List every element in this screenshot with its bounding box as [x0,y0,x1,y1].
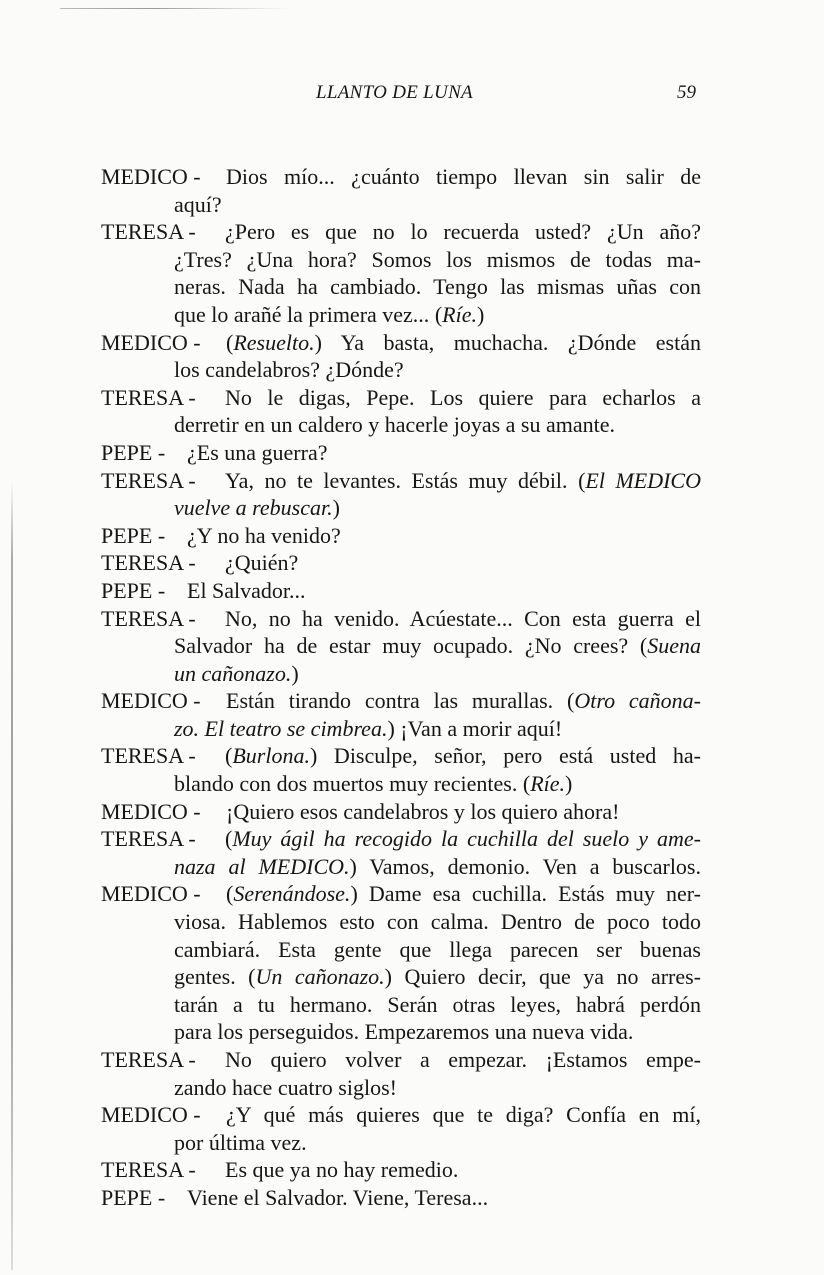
speech-line: neras. Nada ha cambiado. Tengo las mismas uñas con [174,274,701,300]
speech-line: los candelabros? ¿Dónde? [174,357,404,383]
speech-line: aquí? [174,191,222,217]
speaker-name: MEDICO - [101,164,207,189]
speaker-name: TERESA - [101,384,202,410]
speech-line: tarán a tu hermano. Serán otras leyes, habrá perdón [174,991,701,1017]
speech-block [101,880,701,1046]
speech-line: El Salvador... [187,577,306,603]
speech-line: (Muy ágil ha recogido la cuchilla del suelo y ame- [225,826,701,852]
speech-line: zo. El teatro se cimbrea.) ¡Van a morir aquí! [174,715,563,741]
speech-block [101,439,701,467]
speaker-name: MEDICO - [101,881,207,907]
speech-line: ¿Pero es que no lo recuerda usted? ¿Un año? [225,219,701,245]
speech-line: cambiará. Esta gente que llega parecen ser buenas [174,936,701,962]
running-title: LLANTO DE LUNA [316,82,473,103]
scan-binding-edge [11,480,13,1270]
speech-block [101,1046,701,1101]
speech-line: blando con dos muertos muy recientes. (Ríe.) [174,771,573,797]
speech-line: No, no ha venido. Acúestate... Con esta guerra el [225,605,701,631]
speech-line: ¿Y no ha venido? [187,522,341,548]
speech-line: que lo arañé la primera vez... (Ríe.) [174,301,485,327]
speech-line: ¡Quiero esos candelabros y los quiero ahora! [226,798,620,824]
speaker-name: MEDICO - [101,1102,207,1128]
speech-block [101,687,701,742]
speech-line: ¿Tres? ¿Una hora? Somos los mismos de todas ma- [174,246,701,272]
speech-block [101,163,701,218]
speaker-name: TERESA - [101,219,202,245]
speech-block [101,798,701,826]
speech-line: Viene el Salvador. Viene, Teresa... [187,1184,489,1210]
play-dialogue [101,163,701,1212]
speaker-name: PEPE - [101,439,171,465]
speaker-name: MEDICO - [101,688,207,714]
speaker-name: TERESA - [101,1157,202,1183]
speech-block [101,1184,701,1212]
speech-line: ¿Quién? [225,550,299,576]
speech-line: derretir en un caldero y hacerle joyas a su amante. [174,412,616,438]
speech-block [101,742,701,797]
speech-line: No le digas, Pepe. Los quiere para echarlos a [225,384,701,410]
speech-line: Dios mío... ¿cuánto tiempo llevan sin salir de [226,164,701,189]
speech-line: No quiero volver a empezar. ¡Estamos empe- [225,1047,701,1072]
page-header [0,82,824,108]
speaker-name: TERESA - [101,1047,202,1072]
speech-line: naza al MEDICO.) Vamos, demonio. Ven a buscarlos. [174,853,701,879]
speech-block [101,549,701,577]
speech-block [101,384,701,439]
speech-line: un cañonazo.) [174,660,299,686]
speech-block [101,467,701,522]
speech-line: por última vez. [174,1129,307,1155]
speech-line: ¿Y qué más quieres que te diga? Confía en mí, [226,1102,701,1128]
speaker-name: TERESA - [101,826,202,852]
speech-block [101,329,701,384]
speech-block [101,522,701,550]
speech-line: Salvador ha de estar muy ocupado. ¿No crees? (Suena [174,633,701,659]
speech-block [101,218,701,328]
speaker-name: TERESA - [101,605,202,631]
speaker-name: MEDICO - [101,798,207,824]
speech-block [101,825,701,880]
scan-top-rule [60,8,290,9]
speaker-name: MEDICO - [101,329,207,355]
speech-line: zando hace cuatro siglos! [174,1074,397,1100]
speech-line: (Resuelto.) Ya basta, muchacha. ¿Dónde están [226,329,701,355]
speech-line: (Serenándose.) Dame esa cuchilla. Estás muy ner- [226,881,701,907]
speech-line: Es que ya no hay remedio. [225,1157,459,1183]
speaker-name: TERESA - [101,467,202,493]
speech-line: Están tirando contra las murallas. (Otro cañona- [226,688,701,714]
speech-block [101,1156,701,1184]
speaker-name: PEPE - [101,577,171,603]
speaker-name: PEPE - [101,522,171,548]
speech-line: viosa. Hablemos esto con calma. Dentro de poco todo [174,909,701,935]
speech-line: ¿Es una guerra? [187,439,328,465]
speech-block [101,605,701,688]
speech-block [101,577,701,605]
speech-line: (Burlona.) Disculpe, señor, pero está usted ha- [225,743,701,769]
page-number: 59 [677,82,696,103]
speaker-name: PEPE - [101,1184,171,1210]
speaker-name: TERESA - [101,550,202,576]
speech-block [101,1101,701,1156]
speech-line: vuelve a rebuscar.) [174,495,340,521]
speech-line: Ya, no te levantes. Estás muy débil. (El MEDICO [225,467,701,493]
speaker-name: TERESA - [101,743,202,769]
speech-line: gentes. (Un cañonazo.) Quiero decir, que ya no arres- [174,964,702,990]
speech-line: para los perseguidos. Empezaremos una nueva vida. [174,1019,634,1045]
